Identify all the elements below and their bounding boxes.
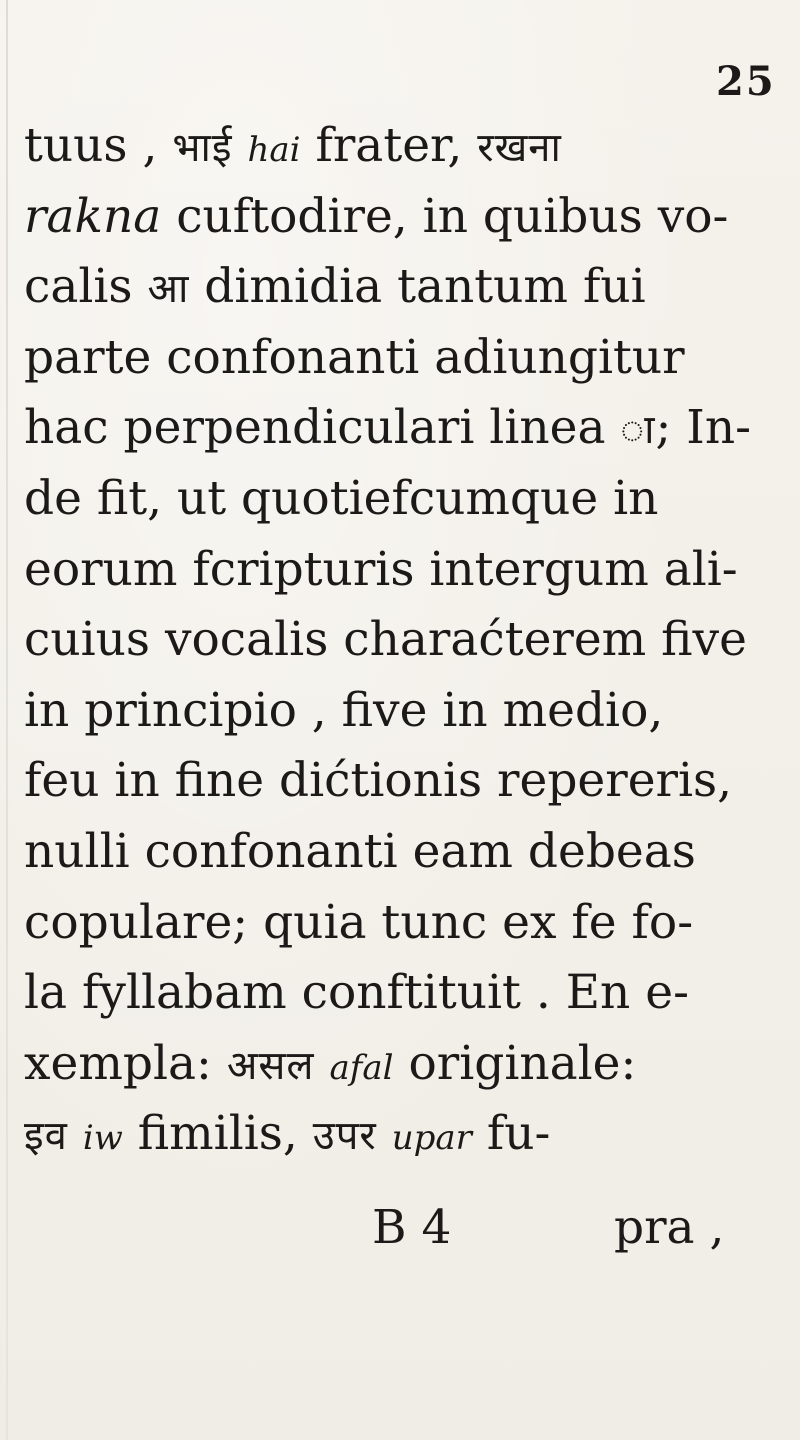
latin-text (315, 1036, 330, 1091)
catchword: pra , (614, 1200, 725, 1255)
text-line (24, 683, 780, 739)
latin-text: tuus , (24, 118, 173, 173)
latin-text: de fit, ut quotiefcumque in (24, 471, 659, 526)
latin-text: ; In- (655, 400, 752, 456)
text-line (24, 1036, 780, 1092)
latin-text: parte confonanti adiungitur (24, 329, 685, 385)
latin-text (233, 118, 248, 173)
text-line (24, 753, 780, 809)
latin-text: copulare; quia tunc ex fe fo- (24, 894, 694, 950)
text-line (24, 895, 780, 951)
devanagari-word: रखना (477, 125, 562, 171)
text-line (24, 118, 780, 174)
devanagari-word: असल (226, 1042, 315, 1089)
latin-text: originale: (393, 1035, 637, 1091)
latin-text: fimilis, (122, 1106, 313, 1162)
latin-text: frater, (300, 118, 478, 173)
latin-text: fu- (471, 1106, 551, 1162)
latin-text (68, 1106, 83, 1161)
transliteration: rakna (24, 188, 162, 244)
text-line (24, 824, 780, 880)
devanagari-word: इव (24, 1113, 68, 1160)
latin-text: la fyllabam conftituit . En e- (24, 965, 689, 1021)
page-footer (0, 1200, 800, 1260)
text-line (24, 330, 780, 386)
devanagari-word: भाई (172, 125, 233, 171)
transliteration: hai (247, 130, 301, 170)
text-line (24, 612, 780, 668)
transliteration: afal (329, 1047, 394, 1088)
latin-text: eorum fcripturis intergum ali- (24, 541, 738, 597)
latin-text: cuftodire, in quibus vo- (161, 188, 729, 244)
page-number: 25 (716, 58, 776, 105)
text-line (24, 259, 780, 315)
latin-text: nulli confonanti eam debeas (24, 824, 696, 879)
transliteration: upar (391, 1118, 472, 1159)
signature-mark: B 4 (372, 1200, 452, 1255)
latin-text: hac perpendiculari linea (24, 400, 621, 456)
latin-text: calis (24, 259, 148, 315)
text-line (24, 400, 780, 456)
text-line (24, 1106, 780, 1162)
devanagari-word: उपर (312, 1113, 377, 1160)
latin-text: in principio , five in medio, (24, 682, 664, 738)
text-line (24, 542, 780, 598)
latin-text: dimidia tantum fui (189, 259, 646, 315)
latin-text: feu in fine dićtionis repereris, (24, 753, 733, 809)
text-line (24, 189, 780, 245)
transliteration: iw (82, 1118, 123, 1159)
latin-text (377, 1106, 392, 1161)
latin-text: xempla: (24, 1035, 227, 1091)
devanagari-word: ा (620, 407, 656, 454)
text-line (24, 965, 780, 1021)
latin-text: cuius vocalis charaćterem five (24, 612, 747, 668)
devanagari-word: आ (147, 266, 190, 313)
text-line (24, 471, 780, 527)
